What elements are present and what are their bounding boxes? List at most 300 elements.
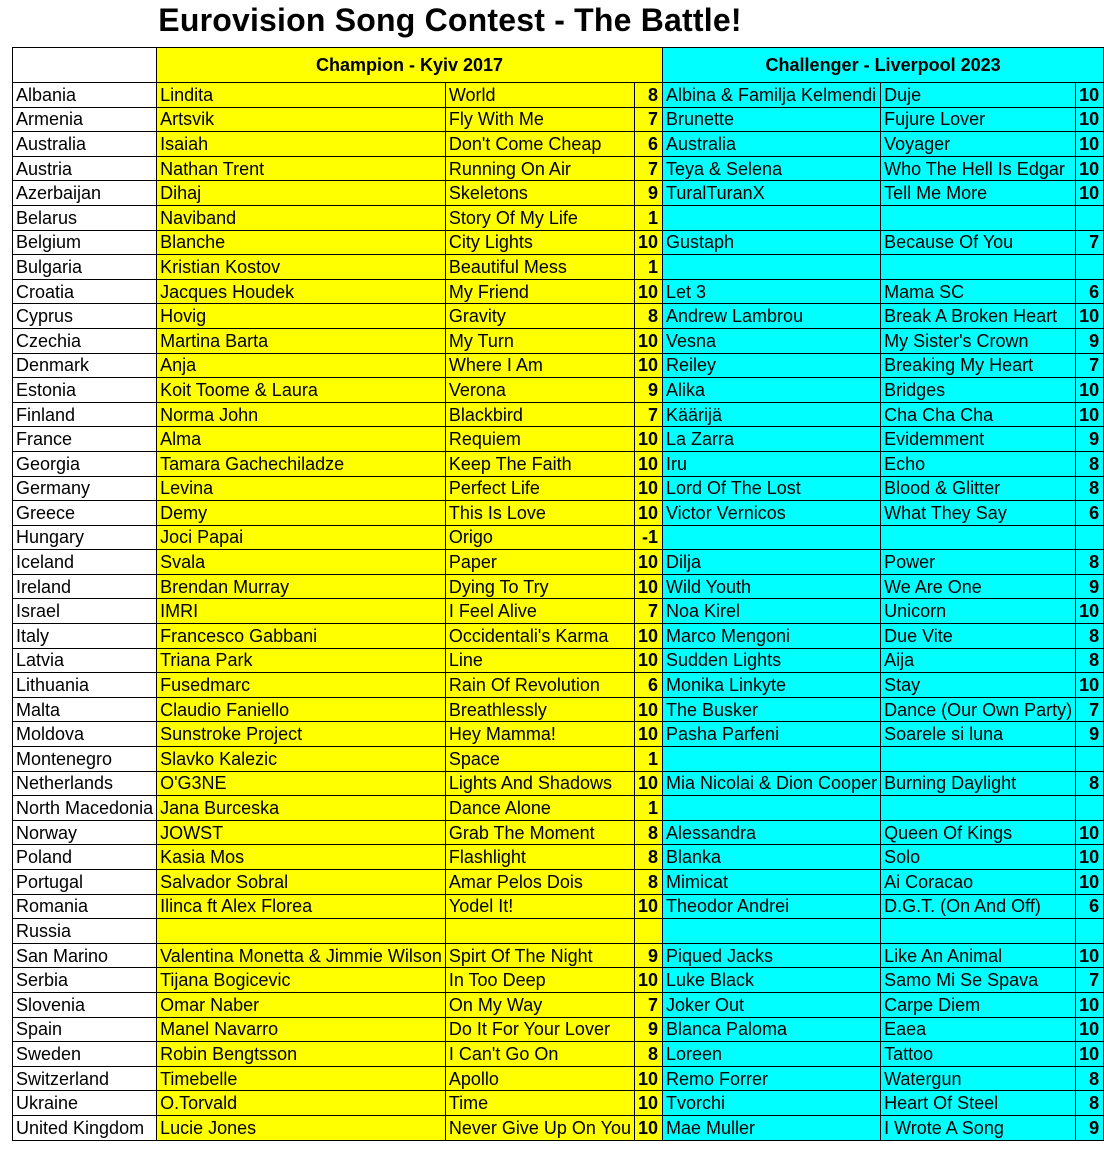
champion-artist-cell: Robin Bengtsson: [157, 1042, 446, 1067]
challenger-song-cell: Fujure Lover: [881, 107, 1076, 132]
country-cell: Azerbaijan: [13, 181, 157, 206]
challenger-song-cell: Break A Broken Heart: [881, 304, 1076, 329]
country-cell: Australia: [13, 132, 157, 157]
challenger-header: Challenger - Liverpool 2023: [663, 48, 1104, 83]
champion-points-cell: 10: [634, 1115, 662, 1140]
champion-artist-cell: Timebelle: [157, 1066, 446, 1091]
challenger-song-cell: Due Vite: [881, 624, 1076, 649]
table-row: [13, 697, 1104, 722]
challenger-points-cell: 9: [1076, 722, 1104, 747]
challenger-song-cell: Tell Me More: [881, 181, 1076, 206]
challenger-artist-cell: Remo Forrer: [663, 1066, 881, 1091]
challenger-artist-cell: Albina & Familja Kelmendi: [663, 83, 881, 108]
table-row: [13, 378, 1104, 403]
challenger-points-cell: 7: [1076, 697, 1104, 722]
challenger-artist-cell: Victor Vernicos: [663, 501, 881, 526]
country-cell: Poland: [13, 845, 157, 870]
challenger-song-cell: [881, 796, 1076, 821]
champion-points-cell: 10: [634, 968, 662, 993]
challenger-artist-cell: Mia Nicolai & Dion Cooper: [663, 771, 881, 796]
challenger-points-cell: 10: [1076, 304, 1104, 329]
champion-artist-cell: Kristian Kostov: [157, 255, 446, 280]
challenger-artist-cell: Mimicat: [663, 870, 881, 895]
page-title: Eurovision Song Contest - The Battle!: [158, 2, 742, 38]
table-row: [13, 894, 1104, 919]
challenger-points-cell: 10: [1076, 870, 1104, 895]
champion-points-cell: 10: [634, 771, 662, 796]
champion-points-cell: 1: [634, 796, 662, 821]
champion-points-cell: 8: [634, 1042, 662, 1067]
champion-points-cell: 1: [634, 255, 662, 280]
champion-points-cell: 9: [634, 943, 662, 968]
challenger-artist-cell: Alessandra: [663, 820, 881, 845]
challenger-points-cell: 10: [1076, 83, 1104, 108]
challenger-artist-cell: Dilja: [663, 550, 881, 575]
challenger-song-cell: [881, 747, 1076, 772]
champion-points-cell: -1: [634, 525, 662, 550]
challenger-song-cell: Burning Daylight: [881, 771, 1076, 796]
champion-artist-cell: Tijana Bogicevic: [157, 968, 446, 993]
country-cell: Belarus: [13, 205, 157, 230]
header-row: [13, 48, 1104, 83]
challenger-song-cell: [881, 205, 1076, 230]
challenger-points-cell: [1076, 747, 1104, 772]
challenger-artist-cell: Noa Kirel: [663, 599, 881, 624]
table-row: [13, 230, 1104, 255]
challenger-artist-cell: Brunette: [663, 107, 881, 132]
country-cell: Albania: [13, 83, 157, 108]
champion-points-cell: 7: [634, 107, 662, 132]
table-row: [13, 648, 1104, 673]
table-row: [13, 156, 1104, 181]
challenger-song-cell: Unicorn: [881, 599, 1076, 624]
champion-artist-cell: Alma: [157, 427, 446, 452]
challenger-points-cell: [1076, 255, 1104, 280]
champion-artist-cell: Hovig: [157, 304, 446, 329]
table-row: [13, 476, 1104, 501]
champion-song-cell: Occidentali's Karma: [445, 624, 634, 649]
country-cell: Moldova: [13, 722, 157, 747]
challenger-artist-cell: [663, 747, 881, 772]
challenger-artist-cell: TuralTuranX: [663, 181, 881, 206]
champion-artist-cell: Manel Navarro: [157, 1017, 446, 1042]
champion-song-cell: Verona: [445, 378, 634, 403]
country-cell: Romania: [13, 894, 157, 919]
challenger-song-cell: Who The Hell Is Edgar: [881, 156, 1076, 181]
champion-artist-cell: Jacques Houdek: [157, 279, 446, 304]
challenger-points-cell: 10: [1076, 820, 1104, 845]
challenger-points-cell: 10: [1076, 107, 1104, 132]
table-row: [13, 107, 1104, 132]
table-row: [13, 574, 1104, 599]
challenger-points-cell: 8: [1076, 1091, 1104, 1116]
champion-points-cell: 10: [634, 648, 662, 673]
champion-artist-cell: Sunstroke Project: [157, 722, 446, 747]
champion-song-cell: Skeletons: [445, 181, 634, 206]
champion-artist-cell: Valentina Monetta & Jimmie Wilson: [157, 943, 446, 968]
table-row: [13, 845, 1104, 870]
champion-song-cell: Dying To Try: [445, 574, 634, 599]
challenger-artist-cell: Loreen: [663, 1042, 881, 1067]
champion-points-cell: 10: [634, 279, 662, 304]
country-cell: Serbia: [13, 968, 157, 993]
champion-song-cell: Flashlight: [445, 845, 634, 870]
country-cell: Slovenia: [13, 992, 157, 1017]
table-row: [13, 673, 1104, 698]
challenger-artist-cell: Blanka: [663, 845, 881, 870]
champion-points-cell: 8: [634, 870, 662, 895]
challenger-song-cell: What They Say: [881, 501, 1076, 526]
challenger-song-cell: Heart Of Steel: [881, 1091, 1076, 1116]
challenger-song-cell: Stay: [881, 673, 1076, 698]
country-cell: Finland: [13, 402, 157, 427]
challenger-points-cell: 7: [1076, 968, 1104, 993]
country-cell: Ukraine: [13, 1091, 157, 1116]
challenger-artist-cell: Monika Linkyte: [663, 673, 881, 698]
champion-points-cell: 10: [634, 328, 662, 353]
challenger-artist-cell: Lord Of The Lost: [663, 476, 881, 501]
challenger-artist-cell: Andrew Lambrou: [663, 304, 881, 329]
champion-song-cell: Beautiful Mess: [445, 255, 634, 280]
challenger-points-cell: 8: [1076, 550, 1104, 575]
challenger-song-cell: Tattoo: [881, 1042, 1076, 1067]
table-row: [13, 255, 1104, 280]
champion-song-cell: Grab The Moment: [445, 820, 634, 845]
table-row: [13, 304, 1104, 329]
challenger-song-cell: Bridges: [881, 378, 1076, 403]
challenger-points-cell: 9: [1076, 1115, 1104, 1140]
table-row: [13, 747, 1104, 772]
challenger-points-cell: 8: [1076, 624, 1104, 649]
challenger-song-cell: Mama SC: [881, 279, 1076, 304]
challenger-artist-cell: Blanca Paloma: [663, 1017, 881, 1042]
champion-song-cell: My Turn: [445, 328, 634, 353]
champion-song-cell: Hey Mamma!: [445, 722, 634, 747]
country-cell: Malta: [13, 697, 157, 722]
challenger-song-cell: Cha Cha Cha: [881, 402, 1076, 427]
champion-artist-cell: Levina: [157, 476, 446, 501]
country-cell: Italy: [13, 624, 157, 649]
challenger-points-cell: 10: [1076, 132, 1104, 157]
challenger-points-cell: 9: [1076, 328, 1104, 353]
champion-points-cell: 9: [634, 181, 662, 206]
challenger-points-cell: 10: [1076, 181, 1104, 206]
challenger-song-cell: Eaea: [881, 1017, 1076, 1042]
country-cell: Israel: [13, 599, 157, 624]
champion-artist-cell: Ilinca ft Alex Florea: [157, 894, 446, 919]
country-cell: Switzerland: [13, 1066, 157, 1091]
champion-artist-cell: O'G3NE: [157, 771, 446, 796]
champion-song-cell: Lights And Shadows: [445, 771, 634, 796]
champion-points-cell: 10: [634, 476, 662, 501]
country-cell: Sweden: [13, 1042, 157, 1067]
champion-song-cell: On My Way: [445, 992, 634, 1017]
table-row: [13, 771, 1104, 796]
challenger-song-cell: Evidemment: [881, 427, 1076, 452]
challenger-song-cell: My Sister's Crown: [881, 328, 1076, 353]
table-row: [13, 722, 1104, 747]
challenger-points-cell: 8: [1076, 771, 1104, 796]
country-cell: Croatia: [13, 279, 157, 304]
challenger-points-cell: 6: [1076, 501, 1104, 526]
challenger-artist-cell: Let 3: [663, 279, 881, 304]
champion-artist-cell: Tamara Gachechiladze: [157, 451, 446, 476]
challenger-points-cell: [1076, 796, 1104, 821]
challenger-song-cell: D.G.T. (On And Off): [881, 894, 1076, 919]
challenger-artist-cell: Pasha Parfeni: [663, 722, 881, 747]
table-row: [13, 427, 1104, 452]
table-row: [13, 870, 1104, 895]
champion-song-cell: In Too Deep: [445, 968, 634, 993]
champion-song-cell: Running On Air: [445, 156, 634, 181]
challenger-song-cell: Carpe Diem: [881, 992, 1076, 1017]
champion-points-cell: 8: [634, 845, 662, 870]
champion-song-cell: Paper: [445, 550, 634, 575]
table-row: [13, 501, 1104, 526]
champion-points-cell: 10: [634, 1091, 662, 1116]
champion-artist-cell: Martina Barta: [157, 328, 446, 353]
champion-song-cell: Breathlessly: [445, 697, 634, 722]
challenger-song-cell: Queen Of Kings: [881, 820, 1076, 845]
champion-song-cell: Amar Pelos Dois: [445, 870, 634, 895]
champion-song-cell: Perfect Life: [445, 476, 634, 501]
challenger-artist-cell: Tvorchi: [663, 1091, 881, 1116]
country-cell: Cyprus: [13, 304, 157, 329]
country-cell: Russia: [13, 919, 157, 944]
challenger-artist-cell: The Busker: [663, 697, 881, 722]
champion-points-cell: 7: [634, 992, 662, 1017]
champion-points-cell: 8: [634, 83, 662, 108]
country-cell: Georgia: [13, 451, 157, 476]
country-cell: Denmark: [13, 353, 157, 378]
table-row: [13, 451, 1104, 476]
champion-song-cell: World: [445, 83, 634, 108]
table-row: [13, 968, 1104, 993]
champion-header: Champion - Kyiv 2017: [157, 48, 663, 83]
champion-song-cell: Don't Come Cheap: [445, 132, 634, 157]
champion-artist-cell: [157, 919, 446, 944]
country-cell: Armenia: [13, 107, 157, 132]
challenger-points-cell: [1076, 525, 1104, 550]
challenger-song-cell: Power: [881, 550, 1076, 575]
table-row: [13, 525, 1104, 550]
champion-artist-cell: Artsvik: [157, 107, 446, 132]
challenger-artist-cell: Piqued Jacks: [663, 943, 881, 968]
challenger-artist-cell: [663, 919, 881, 944]
champion-points-cell: 8: [634, 820, 662, 845]
challenger-song-cell: Blood & Glitter: [881, 476, 1076, 501]
champion-points-cell: 10: [634, 230, 662, 255]
table-row: [13, 402, 1104, 427]
champion-artist-cell: Anja: [157, 353, 446, 378]
challenger-points-cell: 10: [1076, 673, 1104, 698]
challenger-points-cell: 8: [1076, 648, 1104, 673]
champion-points-cell: 10: [634, 353, 662, 378]
champion-artist-cell: Brendan Murray: [157, 574, 446, 599]
champion-artist-cell: Omar Naber: [157, 992, 446, 1017]
table-row: [13, 279, 1104, 304]
country-cell: United Kingdom: [13, 1115, 157, 1140]
champion-song-cell: Gravity: [445, 304, 634, 329]
challenger-points-cell: 6: [1076, 279, 1104, 304]
table-row: [13, 919, 1104, 944]
country-cell: France: [13, 427, 157, 452]
challenger-points-cell: [1076, 205, 1104, 230]
challenger-song-cell: Breaking My Heart: [881, 353, 1076, 378]
country-cell: Belgium: [13, 230, 157, 255]
champion-song-cell: Requiem: [445, 427, 634, 452]
challenger-points-cell: 10: [1076, 599, 1104, 624]
table-row: [13, 599, 1104, 624]
challenger-song-cell: We Are One: [881, 574, 1076, 599]
table-row: [13, 624, 1104, 649]
challenger-points-cell: 8: [1076, 476, 1104, 501]
champion-song-cell: My Friend: [445, 279, 634, 304]
challenger-points-cell: 10: [1076, 156, 1104, 181]
champion-points-cell: 10: [634, 1066, 662, 1091]
table-row: [13, 943, 1104, 968]
challenger-song-cell: Echo: [881, 451, 1076, 476]
champion-artist-cell: Norma John: [157, 402, 446, 427]
champion-points-cell: 1: [634, 747, 662, 772]
challenger-artist-cell: [663, 205, 881, 230]
champion-song-cell: Time: [445, 1091, 634, 1116]
challenger-song-cell: [881, 919, 1076, 944]
table-row: [13, 205, 1104, 230]
country-cell: Spain: [13, 1017, 157, 1042]
challenger-points-cell: 10: [1076, 402, 1104, 427]
battle-table: [12, 47, 1104, 1141]
country-cell: Ireland: [13, 574, 157, 599]
champion-points-cell: 7: [634, 599, 662, 624]
champion-artist-cell: Jana Burceska: [157, 796, 446, 821]
challenger-points-cell: 9: [1076, 427, 1104, 452]
challenger-artist-cell: Australia: [663, 132, 881, 157]
country-cell: Iceland: [13, 550, 157, 575]
challenger-artist-cell: Teya & Selena: [663, 156, 881, 181]
champion-points-cell: 6: [634, 132, 662, 157]
table-row: [13, 796, 1104, 821]
champion-points-cell: [634, 919, 662, 944]
champion-artist-cell: Nathan Trent: [157, 156, 446, 181]
country-cell: Austria: [13, 156, 157, 181]
champion-artist-cell: Salvador Sobral: [157, 870, 446, 895]
table-row: [13, 83, 1104, 108]
champion-song-cell: Keep The Faith: [445, 451, 634, 476]
champion-song-cell: Origo: [445, 525, 634, 550]
champion-song-cell: I Can't Go On: [445, 1042, 634, 1067]
challenger-artist-cell: Marco Mengoni: [663, 624, 881, 649]
champion-points-cell: 6: [634, 673, 662, 698]
champion-song-cell: Fly With Me: [445, 107, 634, 132]
challenger-artist-cell: La Zarra: [663, 427, 881, 452]
champion-artist-cell: O.Torvald: [157, 1091, 446, 1116]
country-cell: Portugal: [13, 870, 157, 895]
challenger-song-cell: Voyager: [881, 132, 1076, 157]
champion-song-cell: Yodel It!: [445, 894, 634, 919]
champion-points-cell: 7: [634, 156, 662, 181]
table-row: [13, 181, 1104, 206]
table-row: [13, 1066, 1104, 1091]
champion-song-cell: Spirt Of The Night: [445, 943, 634, 968]
table-row: [13, 1017, 1104, 1042]
champion-song-cell: City Lights: [445, 230, 634, 255]
champion-points-cell: 9: [634, 378, 662, 403]
table-row: [13, 132, 1104, 157]
country-cell: Bulgaria: [13, 255, 157, 280]
champion-artist-cell: Lindita: [157, 83, 446, 108]
challenger-points-cell: 7: [1076, 230, 1104, 255]
challenger-song-cell: Samo Mi Se Spava: [881, 968, 1076, 993]
challenger-song-cell: Like An Animal: [881, 943, 1076, 968]
champion-song-cell: Dance Alone: [445, 796, 634, 821]
country-cell: San Marino: [13, 943, 157, 968]
table-row: [13, 1091, 1104, 1116]
challenger-song-cell: Watergun: [881, 1066, 1076, 1091]
champion-song-cell: Blackbird: [445, 402, 634, 427]
challenger-artist-cell: Mae Muller: [663, 1115, 881, 1140]
table-row: [13, 550, 1104, 575]
table-row: [13, 1042, 1104, 1067]
champion-artist-cell: Francesco Gabbani: [157, 624, 446, 649]
challenger-artist-cell: Iru: [663, 451, 881, 476]
challenger-points-cell: 10: [1076, 943, 1104, 968]
challenger-points-cell: 10: [1076, 845, 1104, 870]
challenger-song-cell: Dance (Our Own Party): [881, 697, 1076, 722]
challenger-artist-cell: Theodor Andrei: [663, 894, 881, 919]
challenger-artist-cell: Luke Black: [663, 968, 881, 993]
challenger-song-cell: Soarele si luna: [881, 722, 1076, 747]
champion-song-cell: Do It For Your Lover: [445, 1017, 634, 1042]
champion-artist-cell: Joci Papai: [157, 525, 446, 550]
challenger-song-cell: [881, 255, 1076, 280]
country-cell: Czechia: [13, 328, 157, 353]
challenger-song-cell: I Wrote A Song: [881, 1115, 1076, 1140]
champion-points-cell: 10: [634, 624, 662, 649]
champion-points-cell: 7: [634, 402, 662, 427]
champion-points-cell: 10: [634, 451, 662, 476]
challenger-song-cell: Duje: [881, 83, 1076, 108]
table-row: [13, 353, 1104, 378]
champion-points-cell: 10: [634, 427, 662, 452]
table-row: [13, 820, 1104, 845]
challenger-points-cell: 6: [1076, 894, 1104, 919]
challenger-artist-cell: Sudden Lights: [663, 648, 881, 673]
champion-artist-cell: Claudio Faniello: [157, 697, 446, 722]
country-cell: Lithuania: [13, 673, 157, 698]
champion-artist-cell: Lucie Jones: [157, 1115, 446, 1140]
champion-song-cell: Where I Am: [445, 353, 634, 378]
champion-points-cell: 10: [634, 894, 662, 919]
champion-points-cell: 8: [634, 304, 662, 329]
champion-artist-cell: Fusedmarc: [157, 673, 446, 698]
country-cell: Latvia: [13, 648, 157, 673]
champion-song-cell: This Is Love: [445, 501, 634, 526]
challenger-song-cell: Solo: [881, 845, 1076, 870]
challenger-song-cell: Ai Coracao: [881, 870, 1076, 895]
country-cell: Hungary: [13, 525, 157, 550]
champion-song-cell: [445, 919, 634, 944]
champion-artist-cell: Svala: [157, 550, 446, 575]
country-cell: Netherlands: [13, 771, 157, 796]
challenger-points-cell: 8: [1076, 451, 1104, 476]
table-row: [13, 328, 1104, 353]
challenger-points-cell: 9: [1076, 574, 1104, 599]
champion-points-cell: 10: [634, 550, 662, 575]
champion-artist-cell: Triana Park: [157, 648, 446, 673]
challenger-artist-cell: Wild Youth: [663, 574, 881, 599]
champion-song-cell: I Feel Alive: [445, 599, 634, 624]
